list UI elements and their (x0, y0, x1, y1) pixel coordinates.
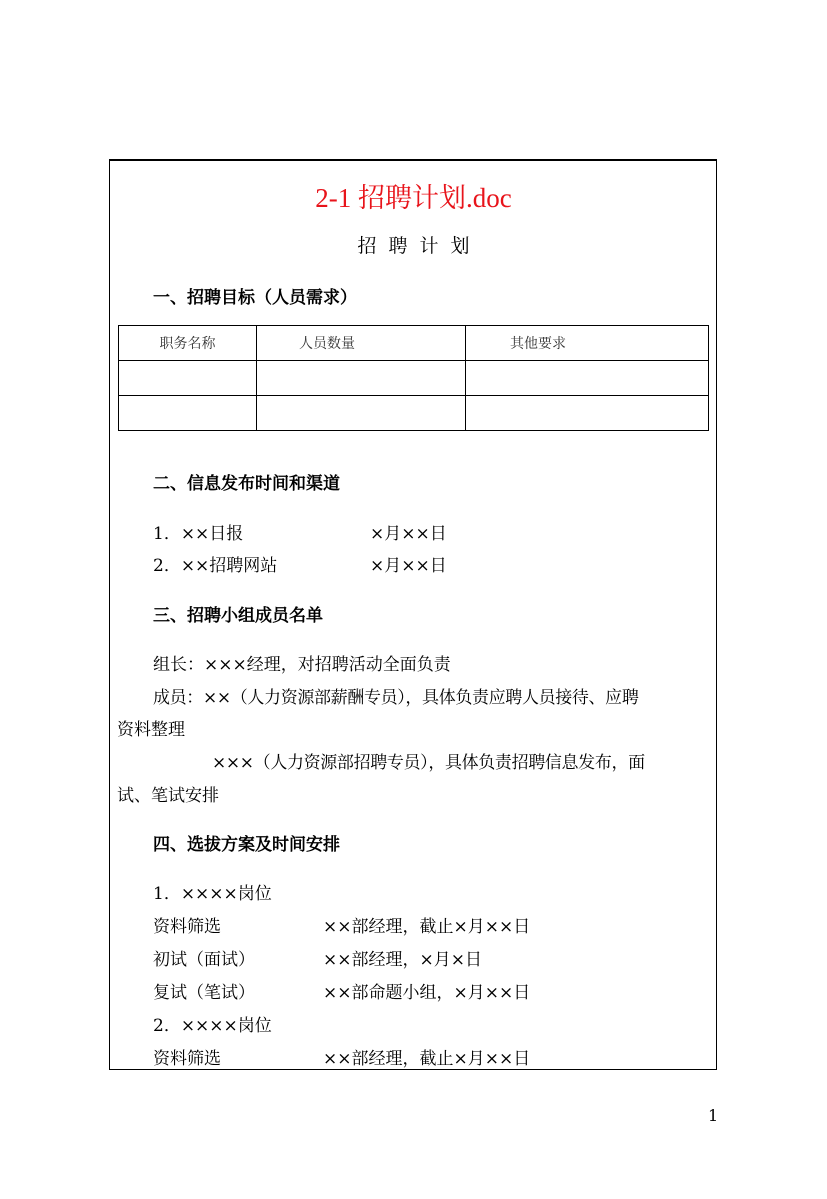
page-number: 1 (708, 1106, 719, 1125)
section-2-heading: 二、信息发布时间和渠道 (153, 474, 340, 494)
table-cell (257, 396, 466, 431)
document-subtitle: 招聘计划 (357, 235, 482, 257)
table-header-row (119, 326, 709, 361)
selection-stage: 复试（笔试） (153, 983, 255, 1003)
channel-name: 2．××招聘网站 (153, 556, 278, 576)
selection-stage: 资料筛选 (153, 917, 221, 937)
table-header-cell: 职务名称 (119, 326, 257, 361)
selection-stage: 资料筛选 (153, 1049, 221, 1069)
selection-stage: 初试（面试） (153, 950, 255, 970)
table-cell (466, 361, 709, 396)
table-row (119, 396, 709, 431)
table-header-cell: 其他要求 (466, 326, 709, 361)
channel-date: ×月××日 (370, 556, 447, 576)
section-1-heading: 一、招聘目标（人员需求） (153, 288, 357, 308)
section-4-heading: 四、选拔方案及时间安排 (153, 835, 340, 855)
position-title: 1．××××岗位 (153, 884, 272, 904)
recruitment-needs-table (118, 325, 709, 431)
selection-detail: ××部经理，×月×日 (323, 950, 482, 970)
selection-detail: ××部经理，截止×月××日 (323, 917, 531, 937)
table-cell (119, 361, 257, 396)
team-member-line-cont: 试、笔试安排 (117, 786, 219, 806)
selection-detail: ××部命题小组，×月××日 (323, 983, 531, 1003)
team-leader-line: 组长：×××经理，对招聘活动全面负责 (153, 655, 451, 675)
table-cell (119, 396, 257, 431)
team-member-line: ×××（人力资源部招聘专员），具体负责招聘信息发布，面 (212, 753, 645, 773)
team-member-line-cont: 资料整理 (117, 720, 185, 740)
table-cell (257, 361, 466, 396)
table-row (119, 361, 709, 396)
selection-detail: ××部经理，截止×月××日 (323, 1049, 531, 1069)
table-header-cell: 人员数量 (257, 326, 466, 361)
position-title: 2．××××岗位 (153, 1016, 272, 1036)
table-cell (466, 396, 709, 431)
team-member-line: 成员：××（人力资源部薪酬专员），具体负责应聘人员接待、应聘 (153, 688, 639, 708)
section-3-heading: 三、招聘小组成员名单 (153, 606, 323, 626)
channel-date: ×月××日 (370, 524, 447, 544)
document-title: 2-1 招聘计划.doc (315, 183, 512, 213)
channel-name: 1．××日报 (153, 524, 244, 544)
